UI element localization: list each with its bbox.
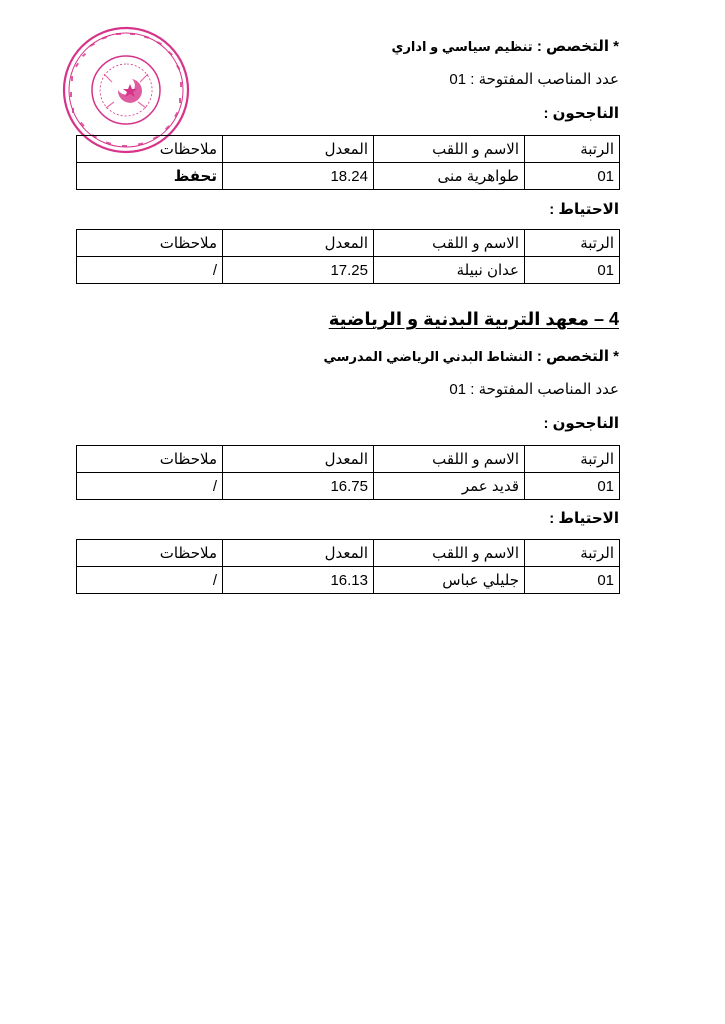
specialty-line-2 bbox=[324, 347, 619, 365]
header-notes: ملاحظات bbox=[77, 540, 223, 567]
cell-average: 18.24 bbox=[223, 163, 374, 190]
cell-name: قديد عمر bbox=[374, 473, 525, 500]
table-header-row bbox=[77, 136, 620, 163]
header-rank: الرتبة bbox=[525, 230, 620, 257]
open-positions-line-1 bbox=[449, 70, 619, 88]
table-header-row bbox=[77, 540, 620, 567]
header-average: المعدل bbox=[223, 230, 374, 257]
reserve-label-2: الاحتياط : bbox=[549, 510, 619, 527]
cell-notes: / bbox=[77, 257, 223, 284]
specialty-value: تنظيم سياسي و اداري bbox=[391, 39, 533, 54]
specialty-line-1 bbox=[392, 37, 619, 55]
reserve-label-1: الاحتياط : bbox=[549, 201, 619, 218]
admitted-table-1 bbox=[76, 135, 620, 190]
admitted-label-2: الناجحون : bbox=[543, 415, 619, 432]
open-positions-label: عدد المناصب المفتوحة : bbox=[470, 381, 619, 398]
admitted-label-1: الناجحون : bbox=[543, 105, 619, 122]
table-header-row bbox=[77, 230, 620, 257]
header-notes: ملاحظات bbox=[77, 230, 223, 257]
reserve-table-1 bbox=[76, 229, 620, 284]
open-positions-label: عدد المناصب المفتوحة : bbox=[470, 71, 619, 88]
cell-name: طواهرية منى bbox=[374, 163, 525, 190]
admitted-table-2 bbox=[76, 445, 620, 500]
cell-average: 16.13 bbox=[223, 567, 374, 594]
header-name: الاسم و اللقب bbox=[374, 136, 525, 163]
header-name: الاسم و اللقب bbox=[374, 230, 525, 257]
cell-rank: 01 bbox=[525, 567, 620, 594]
cell-average: 17.25 bbox=[223, 257, 374, 284]
reserve-table-2 bbox=[76, 539, 620, 594]
header-name: الاسم و اللقب bbox=[374, 446, 525, 473]
specialty-value: النشاط البدني الرياضي المدرسي bbox=[323, 349, 533, 364]
header-rank: الرتبة bbox=[525, 540, 620, 567]
table-row bbox=[77, 257, 620, 284]
table-header-row bbox=[77, 446, 620, 473]
table-row bbox=[77, 163, 620, 190]
header-notes: ملاحظات bbox=[77, 446, 223, 473]
table-row bbox=[77, 567, 620, 594]
cell-notes: / bbox=[77, 567, 223, 594]
cell-average: 16.75 bbox=[223, 473, 374, 500]
header-notes: ملاحظات bbox=[77, 136, 223, 163]
header-average: المعدل bbox=[223, 446, 374, 473]
header-average: المعدل bbox=[223, 540, 374, 567]
cell-notes: تحفظ bbox=[77, 163, 223, 190]
open-positions-value: 01 bbox=[449, 71, 467, 88]
cell-rank: 01 bbox=[525, 257, 620, 284]
cell-name: عدان نبيلة bbox=[374, 257, 525, 284]
open-positions-line-2 bbox=[449, 380, 619, 398]
specialty-label: * التخصص : bbox=[536, 38, 619, 55]
specialty-label: * التخصص : bbox=[536, 348, 619, 365]
open-positions-value: 01 bbox=[449, 381, 467, 398]
header-name: الاسم و اللقب bbox=[374, 540, 525, 567]
cell-name: جليلي عباس bbox=[374, 567, 525, 594]
institute-heading: 4 – معهد التربية البدنية و الرياضية bbox=[328, 309, 619, 329]
header-average: المعدل bbox=[223, 136, 374, 163]
cell-rank: 01 bbox=[525, 473, 620, 500]
table-row bbox=[77, 473, 620, 500]
cell-rank: 01 bbox=[525, 163, 620, 190]
cell-notes: / bbox=[77, 473, 223, 500]
header-rank: الرتبة bbox=[525, 446, 620, 473]
header-rank: الرتبة bbox=[525, 136, 620, 163]
